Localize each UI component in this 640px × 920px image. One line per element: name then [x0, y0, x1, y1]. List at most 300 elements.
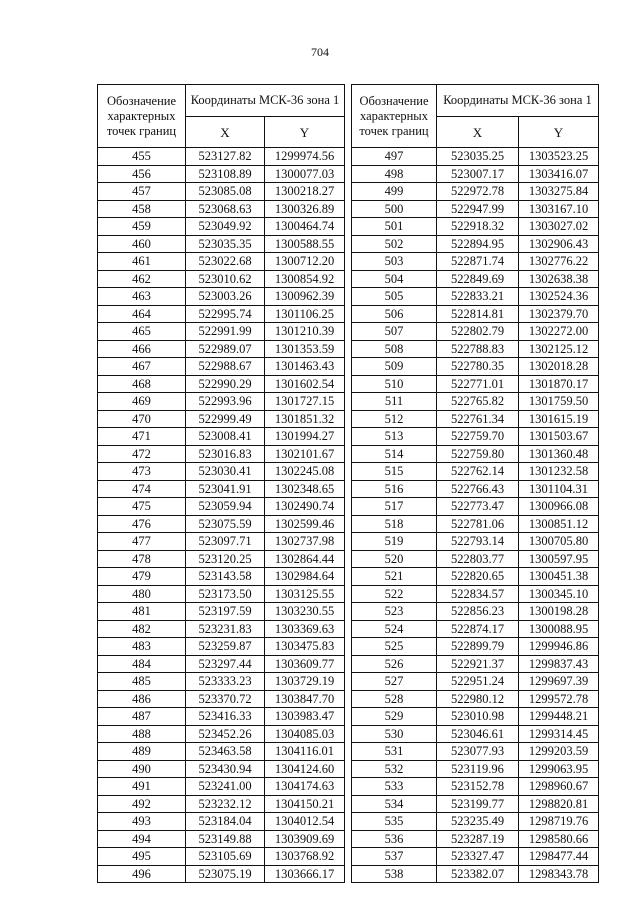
point-id: 491: [98, 778, 186, 796]
x-coordinate: 523035.25: [437, 148, 519, 166]
x-coordinate: 522972.78: [437, 183, 519, 201]
point-id: 513: [352, 428, 437, 446]
point-id: 510: [352, 375, 437, 393]
x-coordinate: 522980.12: [437, 690, 519, 708]
x-coordinate: 522989.07: [186, 340, 265, 358]
x-coordinate: 523370.72: [186, 690, 265, 708]
table-row: [352, 515, 599, 533]
x-coordinate: 522874.17: [437, 620, 519, 638]
table-row: [352, 393, 599, 411]
y-coordinate: 1300218.27: [265, 183, 345, 201]
table-row: [352, 288, 599, 306]
table-row: [98, 165, 345, 183]
table-row: [98, 375, 345, 393]
point-id: 528: [352, 690, 437, 708]
point-id: 459: [98, 218, 186, 236]
x-coordinate: 523241.00: [186, 778, 265, 796]
point-id: 499: [352, 183, 437, 201]
point-id: 465: [98, 323, 186, 341]
table-row: [98, 218, 345, 236]
point-id: 518: [352, 515, 437, 533]
point-id: 509: [352, 358, 437, 376]
x-coordinate: 522918.32: [437, 218, 519, 236]
y-coordinate: 1304116.01: [265, 743, 345, 761]
point-id: 460: [98, 235, 186, 253]
x-coordinate: 522921.37: [437, 655, 519, 673]
point-id: 504: [352, 270, 437, 288]
x-coordinate: 522771.01: [437, 375, 519, 393]
table-row: [98, 830, 345, 848]
table-row: [98, 498, 345, 516]
x-coordinate: 523184.04: [186, 813, 265, 831]
point-id: 468: [98, 375, 186, 393]
point-id: 533: [352, 778, 437, 796]
x-coordinate: 522802.79: [437, 323, 519, 341]
table-row: [352, 305, 599, 323]
x-coordinate: 523463.58: [186, 743, 265, 761]
table-row: [352, 778, 599, 796]
y-coordinate: 1301463.43: [265, 358, 345, 376]
header-coord-system: Координаты МСК-36 зона 1: [437, 85, 599, 117]
table-row: [352, 603, 599, 621]
x-coordinate: 522833.21: [437, 288, 519, 306]
y-coordinate: 1299837.43: [519, 655, 599, 673]
point-id: 520: [352, 550, 437, 568]
y-coordinate: 1301104.31: [519, 480, 599, 498]
point-id: 467: [98, 358, 186, 376]
table-row: [98, 673, 345, 691]
y-coordinate: 1298343.78: [519, 865, 599, 883]
x-coordinate: 522999.49: [186, 410, 265, 428]
table-row: [98, 620, 345, 638]
table-row: [98, 323, 345, 341]
y-coordinate: 1303909.69: [265, 830, 345, 848]
table-row: [98, 778, 345, 796]
y-coordinate: 1299448.21: [519, 708, 599, 726]
point-id: 456: [98, 165, 186, 183]
x-coordinate: 522894.95: [437, 235, 519, 253]
table-row: [352, 410, 599, 428]
x-coordinate: 523231.83: [186, 620, 265, 638]
y-coordinate: 1300597.95: [519, 550, 599, 568]
point-id: 481: [98, 603, 186, 621]
point-id: 526: [352, 655, 437, 673]
header-point-label: Обозначение характерных точек границ: [352, 85, 437, 148]
table-row: [352, 445, 599, 463]
table-row: [98, 760, 345, 778]
table-row: [352, 708, 599, 726]
x-coordinate: 523333.23: [186, 673, 265, 691]
table-row: [352, 830, 599, 848]
x-coordinate: 523416.33: [186, 708, 265, 726]
table-row: [98, 848, 345, 866]
table-row: [352, 865, 599, 883]
x-coordinate: 522834.57: [437, 585, 519, 603]
point-id: 517: [352, 498, 437, 516]
point-id: 461: [98, 253, 186, 271]
table-row: [352, 200, 599, 218]
point-id: 463: [98, 288, 186, 306]
table-row: [98, 235, 345, 253]
y-coordinate: 1302018.28: [519, 358, 599, 376]
point-id: 479: [98, 568, 186, 586]
y-coordinate: 1302864.44: [265, 550, 345, 568]
point-id: 505: [352, 288, 437, 306]
y-coordinate: 1302599.46: [265, 515, 345, 533]
header-coord-system: Координаты МСК-36 зона 1: [186, 85, 345, 117]
table-row: [352, 813, 599, 831]
x-coordinate: 523119.96: [437, 760, 519, 778]
y-coordinate: 1300966.08: [519, 498, 599, 516]
point-id: 506: [352, 305, 437, 323]
y-coordinate: 1298580.66: [519, 830, 599, 848]
y-coordinate: 1302125.12: [519, 340, 599, 358]
point-id: 524: [352, 620, 437, 638]
x-coordinate: 522780.35: [437, 358, 519, 376]
x-coordinate: 523030.41: [186, 463, 265, 481]
x-coordinate: 523127.82: [186, 148, 265, 166]
y-coordinate: 1303666.17: [265, 865, 345, 883]
table-row: [98, 743, 345, 761]
table-row: [98, 428, 345, 446]
x-coordinate: 523105.69: [186, 848, 265, 866]
y-coordinate: 1302379.70: [519, 305, 599, 323]
x-coordinate: 523068.63: [186, 200, 265, 218]
header-point-label: Обозначение характерных точек границ: [98, 85, 186, 148]
point-id: 515: [352, 463, 437, 481]
point-id: 470: [98, 410, 186, 428]
point-id: 534: [352, 795, 437, 813]
y-coordinate: 1301106.25: [265, 305, 345, 323]
point-id: 495: [98, 848, 186, 866]
x-coordinate: 523143.58: [186, 568, 265, 586]
point-id: 472: [98, 445, 186, 463]
x-coordinate: 523022.68: [186, 253, 265, 271]
y-coordinate: 1302348.65: [265, 480, 345, 498]
y-coordinate: 1301615.19: [519, 410, 599, 428]
table-row: [98, 515, 345, 533]
y-coordinate: 1300588.55: [265, 235, 345, 253]
x-coordinate: 523097.71: [186, 533, 265, 551]
point-id: 508: [352, 340, 437, 358]
x-coordinate: 522803.77: [437, 550, 519, 568]
x-coordinate: 523008.41: [186, 428, 265, 446]
point-id: 475: [98, 498, 186, 516]
table-row: [352, 690, 599, 708]
y-coordinate: 1303475.83: [265, 638, 345, 656]
y-coordinate: 1302638.38: [519, 270, 599, 288]
x-coordinate: 522947.99: [437, 200, 519, 218]
x-coordinate: 523046.61: [437, 725, 519, 743]
x-coordinate: 523059.94: [186, 498, 265, 516]
table-row: [352, 725, 599, 743]
table-row: [352, 375, 599, 393]
point-id: 522: [352, 585, 437, 603]
point-id: 507: [352, 323, 437, 341]
y-coordinate: 1299063.95: [519, 760, 599, 778]
x-coordinate: 523077.93: [437, 743, 519, 761]
y-coordinate: 1303369.63: [265, 620, 345, 638]
y-coordinate: 1303167.10: [519, 200, 599, 218]
x-coordinate: 523120.25: [186, 550, 265, 568]
table-row: [98, 480, 345, 498]
table-row: [98, 795, 345, 813]
x-coordinate: 522951.24: [437, 673, 519, 691]
y-coordinate: 1301759.50: [519, 393, 599, 411]
table-row: [98, 655, 345, 673]
header-y: Y: [265, 117, 345, 148]
table-row: [352, 498, 599, 516]
table-row: [352, 760, 599, 778]
point-id: 497: [352, 148, 437, 166]
x-coordinate: 522988.67: [186, 358, 265, 376]
table-row: [98, 533, 345, 551]
y-coordinate: 1300851.12: [519, 515, 599, 533]
point-id: 458: [98, 200, 186, 218]
table-row: [352, 585, 599, 603]
x-coordinate: 522788.83: [437, 340, 519, 358]
x-coordinate: 523007.17: [437, 165, 519, 183]
table-row: [352, 480, 599, 498]
point-id: 525: [352, 638, 437, 656]
table-row: [352, 235, 599, 253]
y-coordinate: 1299946.86: [519, 638, 599, 656]
y-coordinate: 1298719.76: [519, 813, 599, 831]
y-coordinate: 1304012.54: [265, 813, 345, 831]
point-id: 484: [98, 655, 186, 673]
x-coordinate: 523430.94: [186, 760, 265, 778]
y-coordinate: 1302101.67: [265, 445, 345, 463]
point-id: 477: [98, 533, 186, 551]
table-row: [98, 305, 345, 323]
y-coordinate: 1301994.27: [265, 428, 345, 446]
point-id: 490: [98, 760, 186, 778]
point-id: 464: [98, 305, 186, 323]
x-coordinate: 523010.98: [437, 708, 519, 726]
x-coordinate: 523327.47: [437, 848, 519, 866]
coordinates-table-right: [351, 84, 599, 883]
table-row: [352, 673, 599, 691]
point-id: 511: [352, 393, 437, 411]
point-id: 488: [98, 725, 186, 743]
x-coordinate: 523149.88: [186, 830, 265, 848]
point-id: 498: [352, 165, 437, 183]
table-row: [352, 743, 599, 761]
point-id: 471: [98, 428, 186, 446]
table-row: [352, 253, 599, 271]
table-row: [98, 603, 345, 621]
header-y: Y: [519, 117, 599, 148]
table-row: [98, 725, 345, 743]
x-coordinate: 523382.07: [437, 865, 519, 883]
table-row: [98, 445, 345, 463]
y-coordinate: 1304174.63: [265, 778, 345, 796]
y-coordinate: 1301727.15: [265, 393, 345, 411]
y-coordinate: 1298477.44: [519, 848, 599, 866]
point-id: 457: [98, 183, 186, 201]
point-id: 519: [352, 533, 437, 551]
x-coordinate: 522759.70: [437, 428, 519, 446]
point-id: 536: [352, 830, 437, 848]
header-x: X: [437, 117, 519, 148]
point-id: 473: [98, 463, 186, 481]
y-coordinate: 1301210.39: [265, 323, 345, 341]
x-coordinate: 523452.26: [186, 725, 265, 743]
point-id: 532: [352, 760, 437, 778]
point-id: 529: [352, 708, 437, 726]
table-row: [352, 358, 599, 376]
y-coordinate: 1299974.56: [265, 148, 345, 166]
table-row: [98, 200, 345, 218]
y-coordinate: 1300705.80: [519, 533, 599, 551]
table-row: [98, 183, 345, 201]
y-coordinate: 1303275.84: [519, 183, 599, 201]
y-coordinate: 1303729.19: [265, 673, 345, 691]
table-row: [98, 253, 345, 271]
y-coordinate: 1303768.92: [265, 848, 345, 866]
table-row: [352, 568, 599, 586]
table-row: [98, 550, 345, 568]
y-coordinate: 1303230.55: [265, 603, 345, 621]
x-coordinate: 523152.78: [437, 778, 519, 796]
point-id: 523: [352, 603, 437, 621]
point-id: 482: [98, 620, 186, 638]
table-row: [352, 270, 599, 288]
y-coordinate: 1299203.59: [519, 743, 599, 761]
table-row: [352, 655, 599, 673]
table-row: [98, 358, 345, 376]
y-coordinate: 1304150.21: [265, 795, 345, 813]
table-row: [98, 568, 345, 586]
point-id: 500: [352, 200, 437, 218]
x-coordinate: 523035.35: [186, 235, 265, 253]
y-coordinate: 1303847.70: [265, 690, 345, 708]
point-id: 537: [352, 848, 437, 866]
point-id: 512: [352, 410, 437, 428]
point-id: 466: [98, 340, 186, 358]
point-id: 493: [98, 813, 186, 831]
y-coordinate: 1303983.47: [265, 708, 345, 726]
point-id: 516: [352, 480, 437, 498]
point-id: 478: [98, 550, 186, 568]
point-id: 480: [98, 585, 186, 603]
table-row: [98, 638, 345, 656]
y-coordinate: 1298820.81: [519, 795, 599, 813]
x-coordinate: 523041.91: [186, 480, 265, 498]
point-id: 496: [98, 865, 186, 883]
y-coordinate: 1302245.08: [265, 463, 345, 481]
point-id: 469: [98, 393, 186, 411]
table-row: [352, 533, 599, 551]
y-coordinate: 1303027.02: [519, 218, 599, 236]
point-id: 503: [352, 253, 437, 271]
point-id: 514: [352, 445, 437, 463]
x-coordinate: 522871.74: [437, 253, 519, 271]
y-coordinate: 1302524.36: [519, 288, 599, 306]
x-coordinate: 522761.34: [437, 410, 519, 428]
table-row: [352, 183, 599, 201]
x-coordinate: 523173.50: [186, 585, 265, 603]
point-id: 502: [352, 235, 437, 253]
point-id: 462: [98, 270, 186, 288]
x-coordinate: 523232.12: [186, 795, 265, 813]
x-coordinate: 522856.23: [437, 603, 519, 621]
y-coordinate: 1302984.64: [265, 568, 345, 586]
x-coordinate: 522995.74: [186, 305, 265, 323]
y-coordinate: 1304085.03: [265, 725, 345, 743]
y-coordinate: 1301232.58: [519, 463, 599, 481]
table-row: [352, 323, 599, 341]
x-coordinate: 522793.14: [437, 533, 519, 551]
x-coordinate: 523016.83: [186, 445, 265, 463]
y-coordinate: 1302737.98: [265, 533, 345, 551]
table-row: [98, 690, 345, 708]
y-coordinate: 1299697.39: [519, 673, 599, 691]
y-coordinate: 1300345.10: [519, 585, 599, 603]
page-number: 704: [311, 45, 329, 59]
table-row: [98, 148, 345, 166]
point-id: 531: [352, 743, 437, 761]
point-id: 492: [98, 795, 186, 813]
table-row: [98, 813, 345, 831]
x-coordinate: 522759.80: [437, 445, 519, 463]
table-row: [352, 463, 599, 481]
x-coordinate: 522991.99: [186, 323, 265, 341]
y-coordinate: 1303523.25: [519, 148, 599, 166]
x-coordinate: 522773.47: [437, 498, 519, 516]
y-coordinate: 1300962.39: [265, 288, 345, 306]
x-coordinate: 522814.81: [437, 305, 519, 323]
x-coordinate: 522899.79: [437, 638, 519, 656]
x-coordinate: 523199.77: [437, 795, 519, 813]
x-coordinate: 522766.43: [437, 480, 519, 498]
y-coordinate: 1301503.67: [519, 428, 599, 446]
y-coordinate: 1300326.89: [265, 200, 345, 218]
y-coordinate: 1300198.28: [519, 603, 599, 621]
x-coordinate: 523297.44: [186, 655, 265, 673]
table-row: [98, 393, 345, 411]
table-row: [98, 270, 345, 288]
header-x: X: [186, 117, 265, 148]
table-row: [352, 148, 599, 166]
point-id: 486: [98, 690, 186, 708]
x-coordinate: 523197.59: [186, 603, 265, 621]
y-coordinate: 1302906.43: [519, 235, 599, 253]
y-coordinate: 1300088.95: [519, 620, 599, 638]
point-id: 535: [352, 813, 437, 831]
table-row: [352, 638, 599, 656]
point-id: 530: [352, 725, 437, 743]
y-coordinate: 1301851.32: [265, 410, 345, 428]
y-coordinate: 1299572.78: [519, 690, 599, 708]
y-coordinate: 1302490.74: [265, 498, 345, 516]
y-coordinate: 1303609.77: [265, 655, 345, 673]
x-coordinate: 522849.69: [437, 270, 519, 288]
x-coordinate: 523049.92: [186, 218, 265, 236]
point-id: 538: [352, 865, 437, 883]
y-coordinate: 1300077.03: [265, 165, 345, 183]
point-id: 489: [98, 743, 186, 761]
y-coordinate: 1302776.22: [519, 253, 599, 271]
x-coordinate: 522762.14: [437, 463, 519, 481]
y-coordinate: 1304124.60: [265, 760, 345, 778]
y-coordinate: 1303125.55: [265, 585, 345, 603]
point-id: 476: [98, 515, 186, 533]
table-row: [98, 865, 345, 883]
y-coordinate: 1300854.92: [265, 270, 345, 288]
table-row: [98, 340, 345, 358]
table-row: [352, 165, 599, 183]
